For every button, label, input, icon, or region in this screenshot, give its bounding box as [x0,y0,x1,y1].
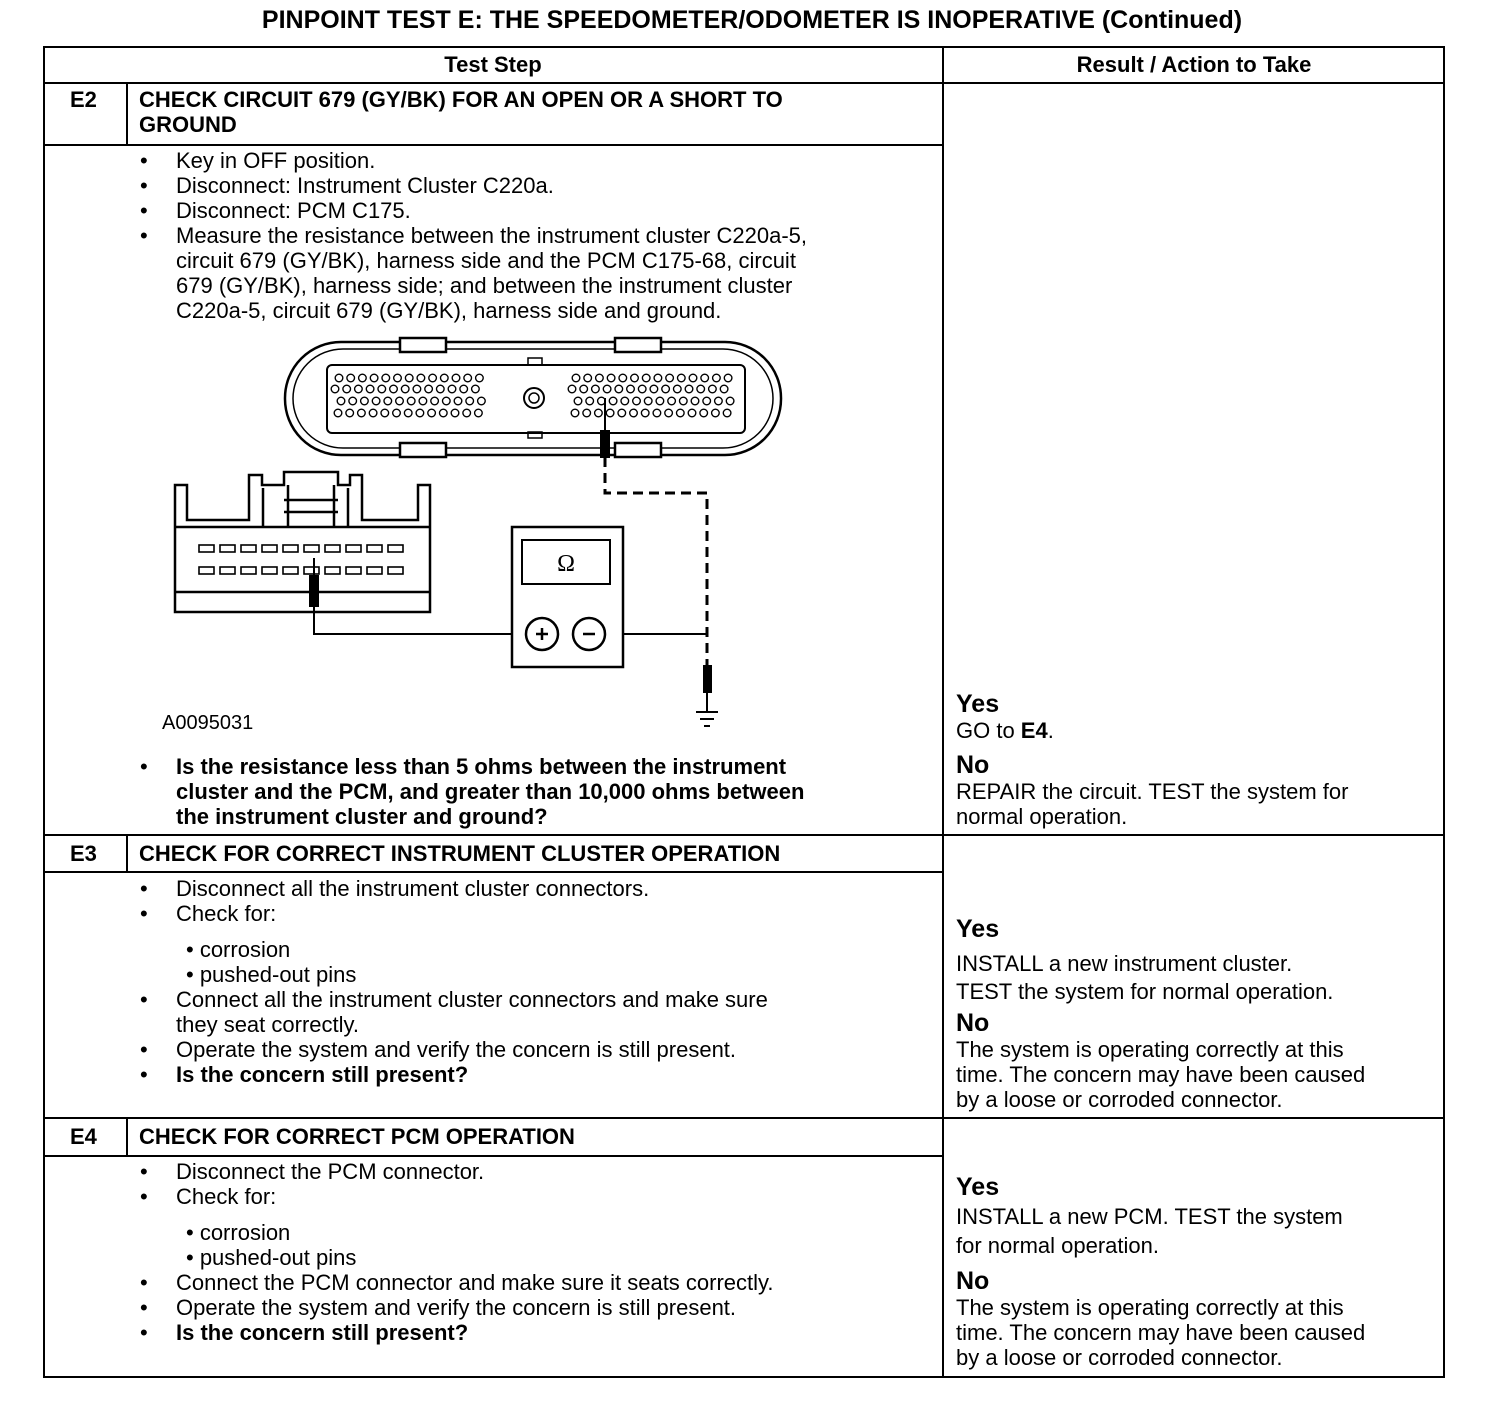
pin [586,397,594,405]
pin [394,374,402,382]
pin [431,397,439,405]
pin [688,409,696,417]
sub-item: • pushed-out pins [186,962,357,987]
instruction: Operate the system and verify the concern is still present. [176,1037,737,1062]
pin [396,397,404,405]
pin [448,385,456,393]
instruction: C220a-5, circuit 679 (GY/BK), harness side and ground. [176,298,722,323]
no-label: No [956,751,990,779]
pin [419,397,427,405]
slot [283,567,298,574]
pin [428,409,436,417]
circuit-diagram [160,330,800,740]
pin [476,374,484,382]
pin [641,409,649,417]
no-action: REPAIR the circuit. TEST the system for [956,779,1349,804]
slot [367,545,382,552]
pin [359,374,367,382]
pin [452,374,460,382]
pin [621,397,629,405]
pin [405,374,413,382]
bullet: • [140,1159,148,1184]
pin [472,385,480,393]
pin [618,409,626,417]
instruction: Operate the system and verify the concern is still present. [176,1295,737,1320]
ohm-symbol: Ω [557,551,575,577]
pin [697,385,705,393]
slot [367,567,382,574]
slot [325,545,340,552]
bullet: • [140,1062,148,1087]
pin [700,409,708,417]
pin [407,397,415,405]
no-action: by a loose or corroded connector. [956,1087,1283,1112]
pin [680,397,688,405]
slot [220,567,235,574]
yes-action: TEST the system for normal operation. [956,979,1334,1004]
yes-action-text: . [1047,718,1054,743]
pin [370,374,378,382]
pin [703,397,711,405]
pin [685,385,693,393]
pin [331,385,339,393]
pin [631,374,639,382]
pin [437,385,445,393]
pin [466,397,474,405]
pin [475,409,483,417]
pin [584,374,592,382]
bullet: • [140,901,148,926]
yes-action [956,718,1054,744]
pin [463,409,471,417]
pin [574,397,582,405]
pin [677,409,685,417]
slot [262,567,277,574]
pin [650,385,658,393]
step-title: CHECK FOR CORRECT INSTRUMENT CLUSTER OPERATION [139,841,781,866]
pin [451,409,459,417]
sub-item: • pushed-out pins [186,1245,357,1270]
pin [654,374,662,382]
slot [241,545,256,552]
pin [429,374,437,382]
pin [715,397,723,405]
no-action: normal operation. [956,804,1128,829]
pin [382,374,390,382]
pin [346,409,354,417]
slot [199,567,214,574]
pin [592,385,600,393]
pin [615,385,623,393]
pin [334,409,342,417]
ground-probe [703,665,712,693]
pin [633,397,641,405]
question: Is the concern still present? [176,1062,469,1087]
pcm-probe [600,430,610,458]
instruction: Check for: [176,901,277,926]
pin [384,397,392,405]
pin [571,409,579,417]
pin [416,409,424,417]
no-action: The system is operating correctly at this [956,1295,1344,1320]
pin [366,385,374,393]
pin [619,374,627,382]
pin [642,374,650,382]
pin [381,409,389,417]
pin [361,397,369,405]
pin [478,397,486,405]
header-test-step: Test Step [444,52,542,77]
instruction: Check for: [176,1184,277,1209]
no-label: No [956,1009,990,1037]
no-action: time. The concern may have been caused [956,1062,1366,1087]
instruction: Disconnect: PCM C175. [176,198,411,223]
bullet: • [140,198,148,223]
instruction: Disconnect: Instrument Cluster C220a. [176,173,554,198]
question: cluster and the PCM, and greater than 10,000 ohms between [176,779,805,804]
header-result: Result / Action to Take [1076,52,1312,77]
pin [713,374,721,382]
bullet: • [140,987,148,1012]
bullet: • [140,754,148,779]
yes-action: INSTALL a new instrument cluster. [956,951,1293,976]
pin [572,374,580,382]
yes-action-text: GO to [956,718,1021,743]
no-action: time. The concern may have been caused [956,1320,1366,1345]
pin [712,409,720,417]
cluster-connector [175,472,430,612]
instruction: they seat correctly. [176,1012,359,1037]
instruction: 679 (GY/BK), harness side; and between the instrument cluster [176,273,793,298]
pin [343,385,351,393]
step-reference: E4 [1020,718,1048,743]
pin [607,374,615,382]
bullet: • [140,148,148,173]
pin [335,374,343,382]
instruction: Connect the PCM connector and make sure it seats correctly. [176,1270,774,1295]
bullet: • [140,1037,148,1062]
cluster-slots [199,545,403,574]
pin [355,385,363,393]
cluster-probe [309,575,319,607]
pin [347,374,355,382]
pin [665,409,673,417]
yes-label: Yes [956,1173,1000,1201]
yes-label: Yes [956,690,1000,718]
slot [199,545,214,552]
slot [283,545,298,552]
no-label: No [956,1267,990,1295]
pin [656,397,664,405]
step-title: CHECK FOR CORRECT PCM OPERATION [139,1124,575,1149]
instruction: Connect all the instrument cluster connectors and make sure [176,987,768,1012]
step-id: E4 [70,1124,97,1149]
question: Is the concern still present? [176,1320,469,1345]
slot [304,567,319,574]
pin [644,397,652,405]
pin [378,385,386,393]
pin [413,385,421,393]
pin [720,385,728,393]
step-id: E2 [70,87,97,112]
pin [404,409,412,417]
pin [425,385,433,393]
pin [653,409,661,417]
pin [726,397,734,405]
yes-action: for normal operation. [956,1233,1159,1258]
pin [372,397,380,405]
pin [595,409,603,417]
bullet: • [140,223,148,248]
figure-id: A0095031 [162,712,254,734]
pin [580,385,588,393]
pin [709,385,717,393]
pin [464,374,472,382]
pin [678,374,686,382]
pin [596,374,604,382]
pin [460,385,468,393]
pin [401,385,409,393]
yes-label: Yes [956,915,1000,943]
instruction: Disconnect the PCM connector. [176,1159,485,1184]
bullet: • [140,876,148,901]
pin [393,409,401,417]
bullet: • [140,1295,148,1320]
page-title: PINPOINT TEST E: THE SPEEDOMETER/ODOMETER IS INOPERATIVE (Continued) [261,6,1243,34]
pin [691,397,699,405]
step-title: CHECK CIRCUIT 679 (GY/BK) FOR AN OPEN OR A SHORT TO [139,87,783,112]
pin [662,385,670,393]
instruction: circuit 679 (GY/BK), harness side and the PCM C175-68, circuit [176,248,796,273]
pin [358,409,366,417]
sub-item: • corrosion [186,1220,291,1245]
question: the instrument cluster and ground? [176,804,548,829]
slot [220,545,235,552]
slot [388,567,403,574]
pin [606,409,614,417]
bullet: • [140,1184,148,1209]
pin [609,397,617,405]
pin [337,397,345,405]
yes-action: INSTALL a new PCM. TEST the system [956,1204,1343,1229]
pin [443,397,451,405]
slot [388,545,403,552]
step-id: E3 [70,841,97,866]
slot [346,545,361,552]
instruction: Disconnect all the instrument cluster connectors. [176,876,650,901]
pin [454,397,462,405]
instruction: Key in OFF position. [176,148,376,173]
pin [724,374,732,382]
pin [440,409,448,417]
pin [638,385,646,393]
step-title: GROUND [139,112,237,137]
slot [262,545,277,552]
slot [304,545,319,552]
pin [369,409,377,417]
pin [390,385,398,393]
pin [674,385,682,393]
instruction: Measure the resistance between the instrument cluster C220a-5, [176,223,807,248]
pin [701,374,709,382]
pin [630,409,638,417]
pin [441,374,449,382]
pin [568,385,576,393]
ohmmeter [512,527,623,667]
pin [689,374,697,382]
pin [349,397,357,405]
sub-item: • corrosion [186,937,291,962]
slot [346,567,361,574]
no-action: by a loose or corroded connector. [956,1345,1283,1370]
bullet: • [140,173,148,198]
slot [241,567,256,574]
pin [627,385,635,393]
pin [668,397,676,405]
pcm-pins [331,374,734,417]
no-action: The system is operating correctly at this [956,1037,1344,1062]
pin [417,374,425,382]
bullet: • [140,1320,148,1345]
bullet: • [140,1270,148,1295]
pin [603,385,611,393]
pin [583,409,591,417]
slot [325,567,340,574]
pin [666,374,674,382]
question: Is the resistance less than 5 ohms between the instrument [176,754,787,779]
pin [723,409,731,417]
